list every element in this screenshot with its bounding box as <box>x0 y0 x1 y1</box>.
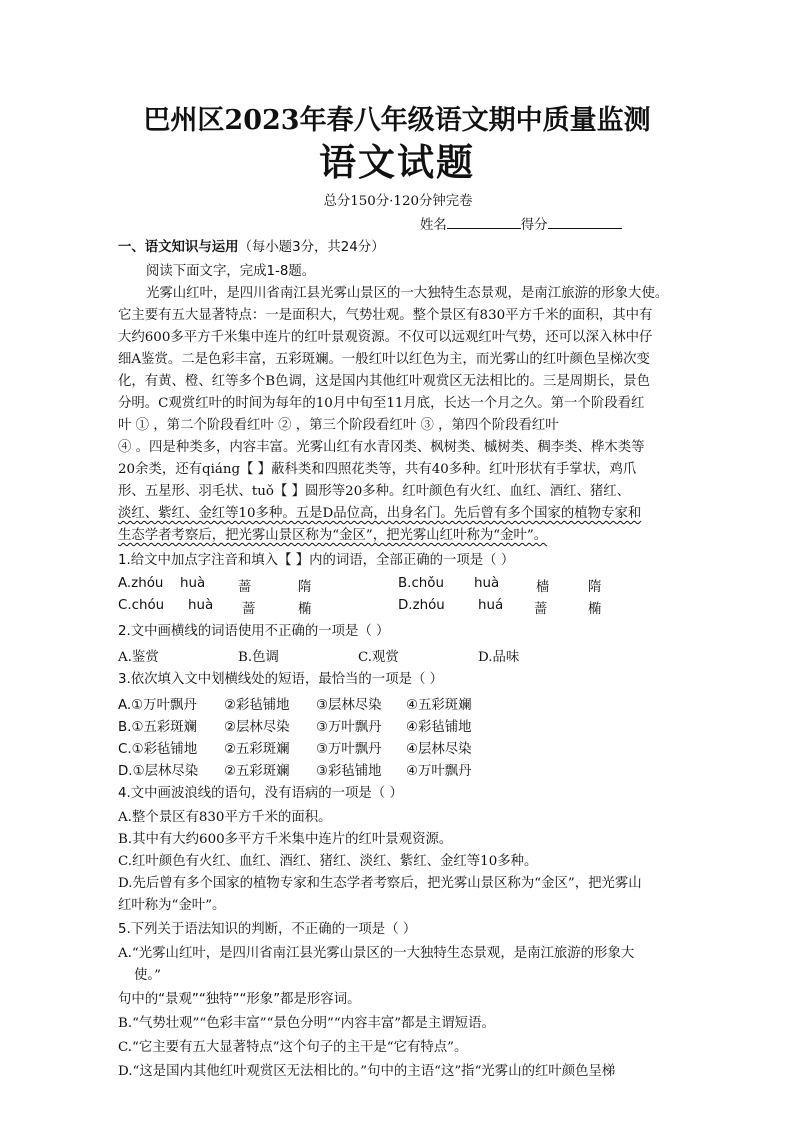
passage-line-1: 光雾山红叶，是四川省南江县光雾山景区的一大独特生态景观，是南江旅游的形象大使。 <box>146 286 669 301</box>
q5-stem: 5.下列关于语法知识的判断，不正确的一项是（ ） <box>118 922 417 937</box>
passage-line-6: 分明。C观赏红叶的时间为每年的10月中旬至11月底，长达一个月之久。第一个阶段看红 <box>118 396 645 411</box>
q5-option-b[interactable]: B.“气势壮观”“色彩丰富”“景色分明”“内容丰富”都是主谓短语。 <box>118 1016 495 1031</box>
passage-line-7: 叶 ① ，第二个阶段看红叶 ② ，第三个阶段看红叶 ③ ，第四个阶段看红叶 <box>118 418 559 433</box>
q5-option-a-note: 句中的“景观”“独特”“形象”都是形容词。 <box>118 992 361 1007</box>
score-blank[interactable] <box>548 214 622 229</box>
exam-title: 巴州区2023年春八年级语文期中质量监测 <box>143 105 651 136</box>
exam-subtitle: 语文试题 <box>319 140 475 184</box>
q3-option-c[interactable]: C.①彩毡铺地 ②五彩斑斓 ③万叶飘丹 ④层林尽染 <box>118 742 472 757</box>
q1-option-c[interactable]: C.chóu huà 蔷 椭 <box>118 598 312 617</box>
q5-option-d[interactable]: D.“这是国内其他红叶观赏区无法相比的。”句中的主语“这”指“光雾山的红叶颜色呈梯 <box>118 1064 616 1079</box>
name-blank[interactable] <box>447 214 521 229</box>
passage-line-11: 淡红、紫红、金红等10多种。五是D品位高，出身名门。先后曾有多个国家的植物专家和 <box>118 506 642 521</box>
section1-note: （每小题3分，共24分） <box>238 240 385 255</box>
passage-line-4: 细A鉴赏。二是色彩丰富，五彩斑斓。一般红叶以红色为主，而光雾山的红叶颜色呈梯次变 <box>118 352 650 367</box>
section1-heading-row <box>118 238 678 258</box>
passage-line-2: 它主要有五大显著特点：一是面积大，气势壮观。整个景区有830平方千米的面积，其中有 <box>118 308 653 323</box>
q1-option-d[interactable]: D.zhóu huá 蔷 椭 <box>398 598 602 617</box>
q2-option-c[interactable]: C.观赏 <box>358 650 399 665</box>
q5-option-a-cont: 使。” <box>134 968 161 983</box>
q4-option-d[interactable]: D.先后曾有多个国家的植物专家和生态学者考察后，把光雾山景区称为“金区”，把光雾山 <box>118 876 642 891</box>
q2-stem: 2.文中画横线的词语使用不正确的一项是（ ） <box>118 624 390 639</box>
q3-stem: 3.依次填入文中划横线处的短语，最恰当的一项是（ ） <box>118 672 444 687</box>
q3-option-d[interactable]: D.①层林尽染 ②五彩斑斓 ③彩毡铺地 ④万叶飘丹 <box>118 764 472 779</box>
passage-line-9: 20余类，还有qiáng【 】蔽科类和四照花类等，共有40多种。红叶形状有手掌状，鸡爪 <box>118 462 637 477</box>
section1-heading: 一、语文知识与运用 <box>118 240 239 255</box>
q3-option-b[interactable]: B.①五彩斑斓 ②层林尽染 ③万叶飘丹 ④彩毡铺地 <box>118 720 472 735</box>
q2-option-b[interactable]: B.色调 <box>238 650 279 665</box>
exam-info: 总分150分·120分钟完卷 <box>323 194 473 209</box>
name-label: 姓名 <box>420 218 447 233</box>
q1-stem: 1.给文中加点字注音和填入【 】内的词语，全部正确的一项是（ ） <box>118 553 515 568</box>
q2-option-a[interactable]: A.鉴赏 <box>118 650 159 665</box>
q2-option-d[interactable]: D.品味 <box>478 650 520 665</box>
q1-option-a[interactable]: A.zhóu huà 蔷 隋 <box>118 576 312 595</box>
score-label: 得分 <box>520 218 548 233</box>
passage-line-8: ④ 。四是种类多，内容丰富。光雾山红有水青冈类、枫树类、槭树类、稠李类、桦木类等 <box>118 440 645 455</box>
name-score-row <box>420 214 680 236</box>
q4-option-a[interactable]: A.整个景区有830平方千米的面积。 <box>118 810 332 825</box>
q5-option-c[interactable]: C.“它主要有五大显著特点”这个句子的主干是“它有特点”。 <box>118 1040 468 1055</box>
q5-option-a[interactable]: A.“光雾山红叶，是四川省南江县光雾山景区的一大独特生态景观，是南江旅游的形象大 <box>118 946 635 961</box>
passage-line-12: 生态学者考察后，把光雾山景区称为“金区”，把光雾山红叶称为“金叶”。 <box>118 528 548 543</box>
q1-option-b[interactable]: B.chǒu huà 樯 隋 <box>398 576 602 595</box>
q4-stem: 4.文中画波浪线的语句，没有语病的一项是（ ） <box>118 786 403 801</box>
q4-option-c[interactable]: C.红叶颜色有火红、血红、酒红、猪红、淡红、紫红、金红等10多种。 <box>118 854 538 869</box>
passage-line-3: 大约600多平方千米集中连片的红叶景观资源。不仅可以远观红叶气势，还可以深入林中仔 <box>118 330 653 345</box>
passage-line-10: 形、五星形、羽毛状、tuǒ【 】圆形等20多种。红叶颜色有火红、血红、酒红、猪红、 <box>118 484 631 499</box>
q3-option-a[interactable]: A.①万叶飘丹 ②彩毡铺地 ③层林尽染 ④五彩斑斓 <box>118 698 472 713</box>
q4-option-b[interactable]: B.其中有大约600多平方千米集中连片的红叶景观资源。 <box>118 832 453 847</box>
section1-instruction: 阅读下面文字，完成1-8题。 <box>146 264 316 279</box>
passage-line-5: 化，有黄、橙、红等多个B色调，这是国内其他红叶观赏区无法相比的。三是周期长，景色 <box>118 374 651 389</box>
q4-option-d-cont: 红叶称为“金叶”。 <box>118 898 226 913</box>
